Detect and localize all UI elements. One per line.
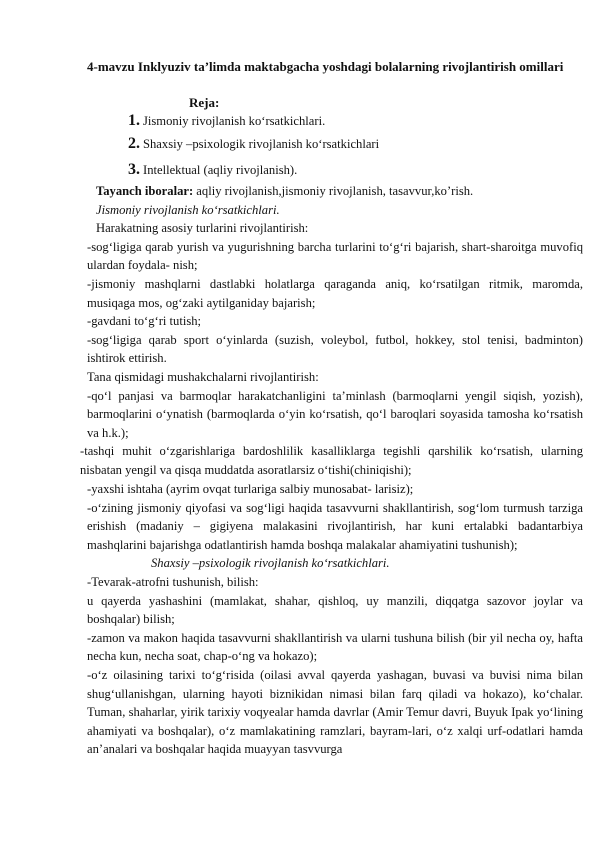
paragraph: -tashqi muhit o‘zgarishlariga bardoshlilik kasalliklarga tegishli qarshilik ko‘rsatish, ularning nisbatan yengil va qisqa muddatda asoratlarsiz o‘tishi(chiniqishi);: [80, 444, 583, 477]
paragraph: -yaxshi ishtaha (ayrim ovqat turlariga salbiy munosabat- larisiz);: [87, 482, 414, 496]
section-one-continued: [87, 480, 583, 759]
paragraph: Harakatning asosiy turlarini rivojlantirish:: [96, 221, 309, 236]
paragraph: -sog‘ligiga qarab sport o‘yinlarda (suzish, voleybol, futbol, hokkey, stol tenisi, badminton) ishtirok ettirish.: [87, 332, 583, 366]
plan-item: [128, 162, 297, 178]
plan-heading: Reja:: [189, 95, 220, 110]
section-one: [87, 182, 583, 442]
paragraph: -gavdani to‘g‘ri tutish;: [87, 314, 202, 329]
paragraph: u qayerda yashashini (mamlakat, shahar, qishloq, uy manzili, diqqatga sazovor joylar va boshqalar) bilish;: [87, 593, 583, 627]
paragraph: -Tevarak-atrofni tushunish, bilish:: [87, 574, 259, 589]
plan-item: [128, 136, 379, 152]
keywords-text: aqliy rivojlanish,jismoniy rivojlanish, tasavvur,ko’rish.: [193, 184, 474, 198]
paragraph: -sog‘ligiga qarab yurish va yugurishning barcha turlarini to‘g‘ri bajarish, shart-sharoitga muvofiq ulardan foydala- nish;: [87, 239, 583, 273]
plan-item-text: Intellektual (aqliy rivojlanish).: [143, 163, 298, 177]
section-heading: Shaxsiy –psixologik rivojlanish ko‘rsatkichlari.: [151, 556, 390, 571]
keywords-line: [87, 182, 583, 201]
plan-item-number: 2.: [128, 135, 140, 152]
keywords-label: Tayanch iboralar:: [96, 184, 194, 198]
paragraph: -o‘zining jismoniy qiyofasi va sog‘ligi haqida tasavvurni shakllantirish, sog‘lom turmush tarziga erishish (madaniy – gigiyena malakasini rivojlantirish, har kuni ertalabki badantarbiya mashqlarini bajarishga odatlantirish hamda boshqa malakalar ahamiyatini tushunish);: [87, 500, 583, 552]
paragraph: -o‘z oilasining tarixi to‘g‘risida (oilasi avval qayerda yashagan, buvasi va buvisi nima bilan shug‘ullanishgan, ularning hayoti biznikidan nimasi bilan farq qiladi va hokazo), ko‘chalar. Tuman, shaharlar, yirik tarixiy voqyealar hamda davrlar (Amir Temur davri, Buyuk Ipak yo‘lining ahamiyati va boshqalar), o‘z mamlakatining ramzlari, bayram-lari, o‘z xalqi urf-odatlari hamda an’analari va boshqalar haqida muayyan tasvvurga: [87, 667, 583, 757]
plan-item-number: 1.: [128, 112, 140, 129]
document-title: 4-mavzu Inklyuziv ta’limda maktabgacha yoshdagi bolalarning rivojlantirish omillari: [87, 59, 564, 74]
section-one-wide: [80, 442, 583, 479]
paragraph: Tana qismidagi mushakchalarni rivojlantirish:: [87, 369, 319, 384]
paragraph: -jismoniy mashqlarni dastlabki holatlarga qaraganda aniq, ko‘rsatilgan ritmik, maromda, musiqaga mos, og‘zaki aytilganiday bajarish;: [87, 276, 583, 310]
plan-item: [128, 113, 325, 129]
plan-item-text: Shaxsiy –psixologik rivojlanish ko‘rsatkichlari: [143, 137, 380, 151]
plan-item-text: Jismoniy rivojlanish ko‘rsatkichlari.: [143, 114, 326, 128]
paragraph: -qo‘l panjasi va barmoqlar harakatchanligini ta’minlash (barmoqlarni yengil siqish, yozish), barmoqlarini o‘ynatish (barmoqlarda o‘yin ko‘rsatish, qo‘l baroqlari soyasida tamosha ko‘rsatish va h.k.);: [87, 388, 583, 440]
plan-item-number: 3.: [128, 161, 140, 178]
section-heading: Jismoniy rivojlanish ko‘rsatkichlari.: [96, 202, 280, 217]
paragraph: -zamon va makon haqida tasavvurni shakllantirish va ularni tushuna bilish (bir yil necha oy, hafta necha kun, necha soat, chap-o‘ng va hokazo);: [87, 630, 583, 664]
